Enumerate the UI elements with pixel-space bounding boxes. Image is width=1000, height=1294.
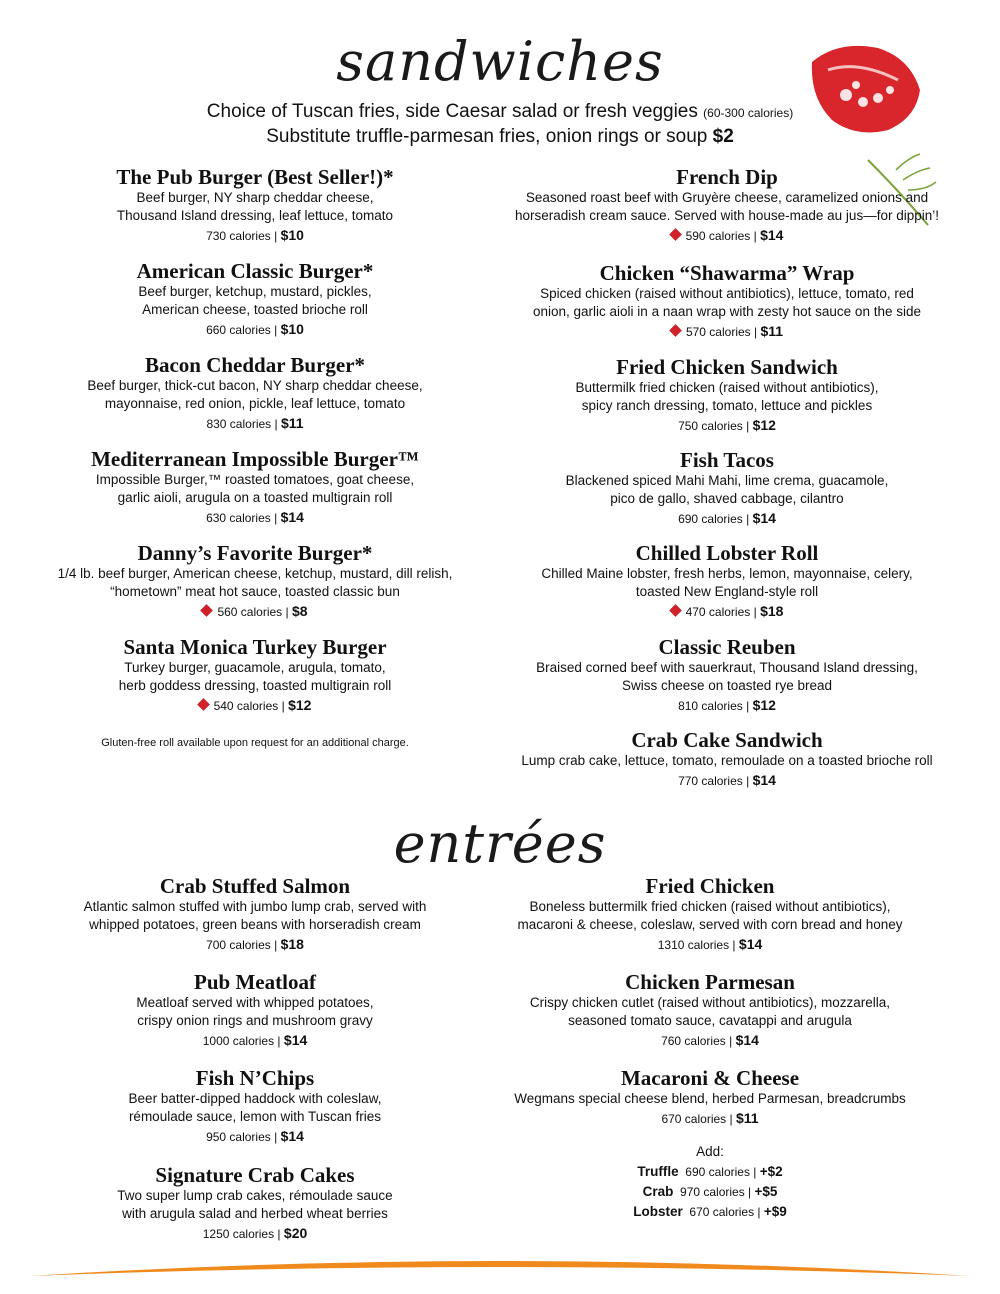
calories: 760 calories | [661,1034,733,1048]
item-name: Danny’s Favorite Burger* [137,541,373,565]
price-line [20,1030,490,1051]
addon-label: Truffle [637,1164,679,1179]
price: $14 [738,936,763,952]
item-desc: horseradish cream sauce. Served with house-made au jus—for dippin’! [515,208,939,223]
item-name: Fried Chicken Sandwich [616,355,838,379]
item-desc: American cheese, toasted brioche roll [142,302,368,317]
menu-item [475,1066,945,1129]
item-desc: Blackened spiced Mahi Mahi, lime crema, guacamole, [565,473,889,488]
addons-heading: Add: [696,1144,724,1159]
price: $14 [283,1032,308,1048]
item-name: Fish N’Chips [195,1066,315,1090]
calories: 750 calories | [678,419,750,433]
addon-price: +$9 [763,1204,787,1219]
subtitle-line1-calories: (60-300 calories) [703,106,794,120]
item-desc: Braised corned beef with sauerkraut, Thousand Island dressing, [536,660,918,675]
price-line [20,1126,490,1147]
item-desc: rémoulade sauce, lemon with Tuscan fries [128,1109,382,1124]
price: $18 [280,936,304,952]
item-desc: Lump crab cake, lettuce, tomato, remoulade on a toasted brioche roll [521,753,933,768]
price-line [475,1030,945,1051]
item-name: French Dip [676,165,778,189]
price: $18 [760,603,784,619]
calories: 690 calories | [678,512,750,526]
item-desc: Thousand Island dressing, leaf lettuce, tomato [116,208,394,223]
calories: 950 calories | [206,1130,278,1144]
addons-block [475,1142,945,1222]
calories: 670 calories | [661,1112,733,1126]
price-line [20,601,490,622]
item-desc: Two super lump crab cakes, rémoulade sauce [117,1188,393,1203]
item-desc: 1/4 lb. beef burger, American cheese, ketchup, mustard, dill relish, [57,566,453,581]
diamond-icon [201,604,214,617]
price: $14 [752,510,776,526]
item-name: Macaroni & Cheese [620,1066,800,1090]
item-name: Mediterranean Impossible Burger™ [91,447,419,471]
item-desc: Seasoned roast beef with Gruyère cheese, caramelized onions and [525,190,929,205]
menu-item [20,635,490,716]
addon-calories: 670 calories | [689,1205,761,1219]
price: $8 [291,603,308,619]
item-desc: Beef burger, thick-cut bacon, NY sharp cheddar cheese, [87,378,423,393]
addon-price: +$5 [754,1184,778,1199]
menu-item [492,355,962,436]
price: $14 [760,227,784,243]
menu-item [20,1066,490,1147]
price: $12 [752,697,776,713]
item-desc: onion, garlic aioli in a naan wrap with zesty hot sauce on the side [533,304,921,319]
price: $14 [735,1032,759,1048]
item-desc: Swiss cheese on toasted rye bread [621,678,833,693]
calories: 560 calories | [217,605,289,619]
menu-item [20,165,490,246]
entrees-left-column [20,874,490,1254]
item-name: Santa Monica Turkey Burger [123,635,387,659]
menu-item [492,448,962,529]
entrees-title: entrées [393,812,607,875]
price-line [475,934,945,955]
price: $12 [288,697,312,713]
subtitle-line1: Choice of Tuscan fries, side Caesar salad or fresh veggies [206,101,698,122]
item-name: Crab Cake Sandwich [631,728,823,752]
price-line [492,415,962,436]
menu-item [475,970,945,1051]
item-desc: pico de gallo, shaved cabbage, cilantro [610,491,844,506]
menu-item [20,447,490,528]
addon-calories: 970 calories | [680,1185,752,1199]
item-desc: Spiced chicken (raised without antibiotics), lettuce, tomato, red [540,286,914,301]
calories: 660 calories | [206,323,278,337]
item-desc: Buttermilk fried chicken (raised without antibiotics), [575,380,879,395]
price-line [20,695,490,716]
menu-item [20,874,490,955]
calories: 590 calories | [685,229,757,243]
item-desc: Crispy chicken cutlet (raised without antibiotics), mozzarella, [529,995,891,1010]
price: $11 [760,323,784,339]
menu-item [492,728,962,791]
item-desc: spicy ranch dressing, tomato, lettuce and pickles [581,398,873,413]
item-desc: “hometown” meat hot sauce, toasted classic bun [110,584,400,599]
menu-item [20,259,490,340]
item-desc: Turkey burger, guacamole, arugula, tomato, [124,660,386,675]
calories: 570 calories | [685,325,758,339]
orange-swoosh [0,1250,1000,1290]
item-name: Fried Chicken [645,874,775,898]
menu-item [492,635,962,716]
item-desc: seasoned tomato sauce, cavatappi and arugula [568,1013,852,1028]
addon-row [475,1202,945,1222]
sandwiches-right-column [492,165,962,795]
item-desc: garlic aioli, arugula on a toasted multigrain roll [117,490,393,505]
item-name: Chicken “Shawarma” Wrap [599,261,855,285]
item-name: Bacon Cheddar Burger* [144,353,366,377]
price: $11 [735,1110,759,1126]
item-desc: Beer batter-dipped haddock with coleslaw, [128,1091,382,1106]
menu-item [20,970,490,1051]
price-line [492,695,962,716]
calories: 1310 calories | [657,938,736,952]
price-line [20,319,490,340]
price-line [20,934,490,955]
item-name: Signature Crab Cakes [155,1163,355,1187]
item-desc: whipped potatoes, green beans with horseradish cream [89,917,421,932]
addon-calories: 690 calories | [685,1165,757,1179]
price-line [475,1108,945,1129]
item-desc: Atlantic salmon stuffed with jumbo lump crab, served with [83,899,427,914]
price-line [20,413,490,434]
item-desc: Wegmans special cheese blend, herbed Parmesan, breadcrumbs [514,1091,906,1106]
item-name: American Classic Burger* [136,259,374,283]
item-desc: toasted New England-style roll [635,584,819,599]
price-line [492,321,962,342]
item-desc: Boneless buttermilk fried chicken (raised without antibiotics), [529,899,891,914]
item-name: Fish Tacos [680,448,774,472]
menu-item [20,1163,490,1244]
price-line [20,507,490,528]
menu-item [20,353,490,434]
item-name: Pub Meatloaf [194,970,316,994]
diamond-icon [669,324,682,337]
price-line [492,508,962,529]
addon-price: +$2 [759,1164,783,1179]
item-desc: herb goddess dressing, toasted multigrain roll [118,678,392,693]
item-name: The Pub Burger (Best Seller!)* [116,165,394,189]
addon-label: Lobster [633,1204,683,1219]
calories: 540 calories | [213,699,285,713]
item-desc: crispy onion rings and mushroom gravy [137,1013,373,1028]
diamond-icon [669,604,682,617]
calories: 630 calories | [206,511,278,525]
item-name: Chicken Parmesan [625,970,795,994]
price-line [20,225,490,246]
item-name: Classic Reuben [658,635,796,659]
price-line [492,770,962,791]
price: $14 [752,772,776,788]
calories: 1250 calories | [202,1227,281,1241]
price: $11 [280,415,304,431]
subtitle-line2: Substitute truffle-parmesan fries, onion rings or soup [266,126,708,147]
diamond-icon [197,698,210,711]
calories: 470 calories | [685,605,757,619]
item-desc: Beef burger, ketchup, mustard, pickles, [138,284,372,299]
sandwiches-left-column [20,165,490,765]
item-desc: mayonnaise, red onion, pickle, leaf lettuce, tomato [104,396,406,411]
calories: 830 calories | [206,417,278,431]
calories: 1000 calories | [202,1034,281,1048]
item-desc: Chilled Maine lobster, fresh herbs, lemon, mayonnaise, celery, [541,566,913,581]
calories: 770 calories | [678,774,750,788]
item-desc: Meatloaf served with whipped potatoes, [136,995,374,1010]
addon-row [475,1182,945,1202]
item-desc: macaroni & cheese, coleslaw, served with corn bread and honey [517,917,903,932]
subtitle-line2-price: $2 [712,126,734,147]
menu-item [475,874,945,955]
price: $10 [280,227,304,243]
menu-item [492,165,962,246]
price: $12 [752,417,776,433]
addon-row [475,1162,945,1182]
price-line [20,1223,490,1244]
item-desc: Impossible Burger,™ roasted tomatoes, goat cheese, [95,472,415,487]
gluten-free-note: Gluten-free roll available upon request for an additional charge. [101,737,409,749]
calories: 700 calories | [206,938,278,952]
menu-item [20,541,490,622]
price: $14 [280,509,304,525]
price: $14 [280,1128,304,1144]
sandwiches-title: sandwiches [336,30,664,93]
item-desc: with arugula salad and herbed wheat berries [122,1206,388,1221]
price: $20 [283,1225,308,1241]
price: $10 [280,321,304,337]
diamond-icon [669,228,682,241]
menu-item [492,261,962,342]
item-name: Chilled Lobster Roll [635,541,819,565]
calories: 810 calories | [678,699,750,713]
price-line [492,601,962,622]
menu-item [492,541,962,622]
item-name: Crab Stuffed Salmon [159,874,351,898]
addon-label: Crab [642,1184,674,1199]
item-desc: Beef burger, NY sharp cheddar cheese, [136,190,374,205]
calories: 730 calories | [206,229,278,243]
price-line [492,225,962,246]
